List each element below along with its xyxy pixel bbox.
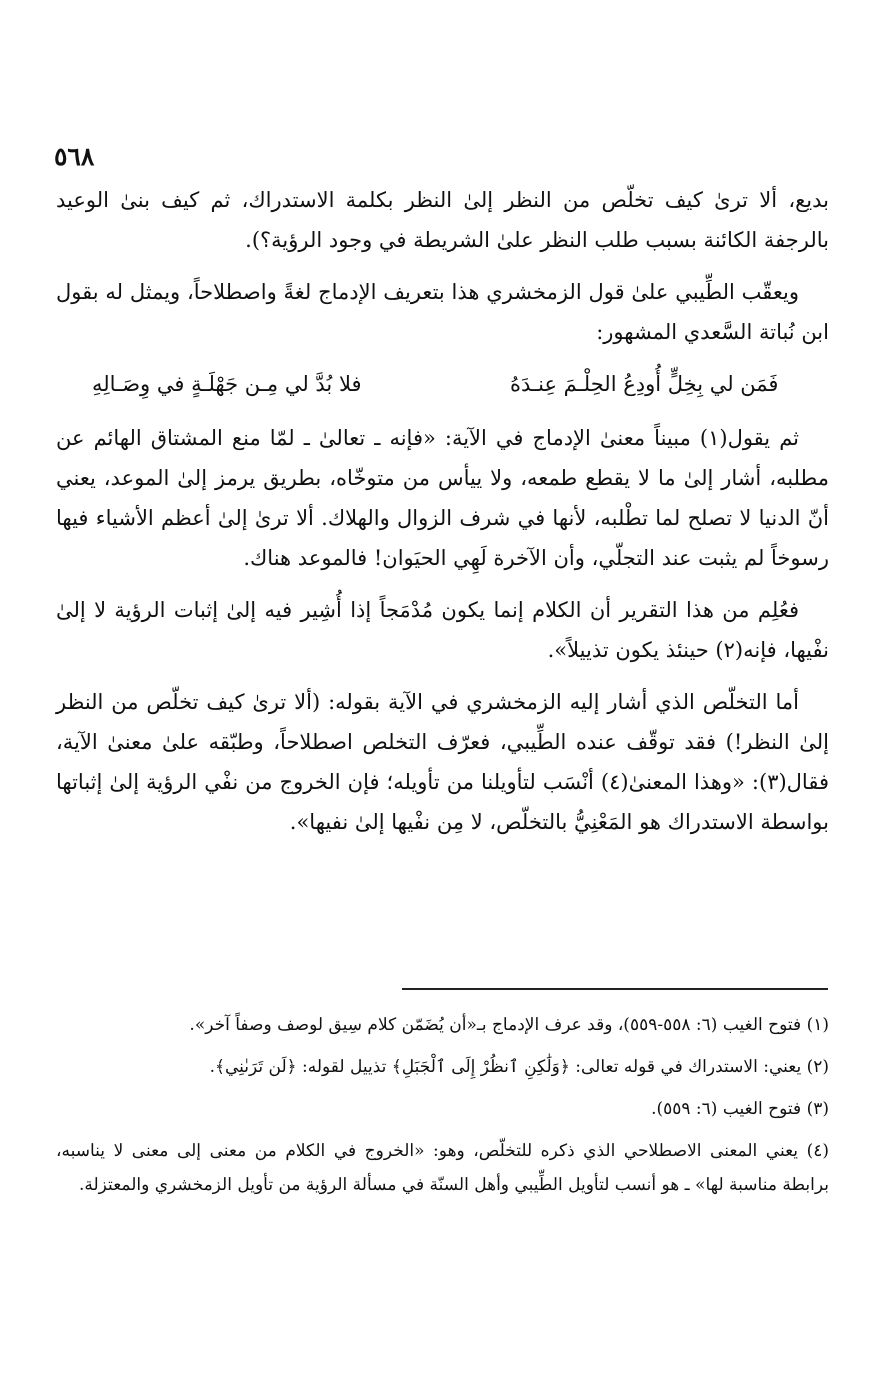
- poem-verse: [56, 364, 829, 404]
- paragraph-1: بديع، ألا ترىٰ كيف تخلّص من النظر إلىٰ النظر بكلمة الاستدراك، ثم كيف بنىٰ الوعيد بالرجفة الكائنة بسبب طلب النظر علىٰ الشريطة في وجود الرؤية؟).: [56, 188, 829, 252]
- footnote-4: (٤) يعني المعنى الاصطلاحي الذي ذكره للتخلّص، وهو: «الخروج في الكلام من معنى إلى معنى لا يناسبه، برابطة مناسبة لها» ـ هو أنسب لتأويل الطِّيبي وأهل السنّة في مسألة الرؤية من تأويل الزمخشري والمعتزلة.: [56, 1141, 829, 1195]
- footnote-2: (٢) يعني: الاستدراك في قوله تعالى: ﴿وَلَٰكِنِ ٱنظُرْ إِلَى ٱلْجَبَلِ﴾ تذييل لقوله: ﴿لَن تَرَىٰنِي﴾.: [209, 1057, 829, 1077]
- footnote-divider: [402, 988, 828, 990]
- footnotes: [56, 1008, 829, 1210]
- paragraph-3: ثم يقول(١) مبيناً معنىٰ الإدماج في الآية: «فإنه ـ تعالىٰ ـ لمّا منع المشتاق الهائم عن مطلبه، أشار إلىٰ ما لا يقطع طمعه، ولا ييأس من متوخّاه، بطريق يرمز إلىٰ الموعد، يعني أنّ الدنيا لا تصلح لما تطْلبه، لأنها في شرف الزوال والهلاك. ألا ترىٰ إلىٰ أعظم الأشياء فيها رسوخاً لم يثبت عند التجلّي، وأن الآخرة لَهِي الحيَوان! فالموعد هناك.: [56, 426, 829, 570]
- verse-second-hemistich: فلا بُدَّ لي مِـن جَهْلَـةٍ في وِصَـالِهِ: [92, 372, 362, 396]
- paragraph-2: ويعقّب الطِّيبي علىٰ قول الزمخشري هذا بتعريف الإدماج لغةً واصطلاحاً، ويمثل له بقول ابن نُباتة السَّعدي المشهور:: [56, 280, 829, 344]
- footnote-3: (٣) فتوح الغيب (٦: ٥٥٩).: [651, 1099, 829, 1119]
- verse-first-hemistich: فَمَن لي بِخِلٍّ أُودِعُ الحِلْـمَ عِنـدَهُ: [509, 372, 779, 396]
- page-number: ٥٦٨: [54, 142, 95, 171]
- paragraph-4: فعُلِم من هذا التقرير أن الكلام إنما يكون مُدْمَجاً إذا أُشِير فيه إلىٰ إثبات الرؤية لا إلىٰ نفْيها، فإنه(٢) حينئذ يكون تذييلاً».: [56, 598, 829, 662]
- paragraph-5: أما التخلّص الذي أشار إليه الزمخشري في الآية بقوله: (ألا ترىٰ كيف تخلّص من النظر إلىٰ النظر!) فقد توقّف عنده الطِّيبي، فعرّف التخلص اصطلاحاً، وطبّقه علىٰ معنىٰ الآية، فقال(٣): «وهذا المعنىٰ(٤) أنْسَب لتأويلنا من تأويله؛ فإن الخروج من نفْي الرؤية إلىٰ إثباتها بواسطة الاستدراك هو المَعْنِيُّ بالتخلّص، لا مِن نفْيها إلىٰ نفيها».: [56, 690, 829, 834]
- footnote-1: (١) فتوح الغيب (٦: ٥٥٨-٥٥٩)، وقد عرف الإدماج بـ«أن يُضَمّن كلام سِيق لوصف وصفاً آخر».: [189, 1015, 829, 1035]
- main-text: [56, 180, 829, 854]
